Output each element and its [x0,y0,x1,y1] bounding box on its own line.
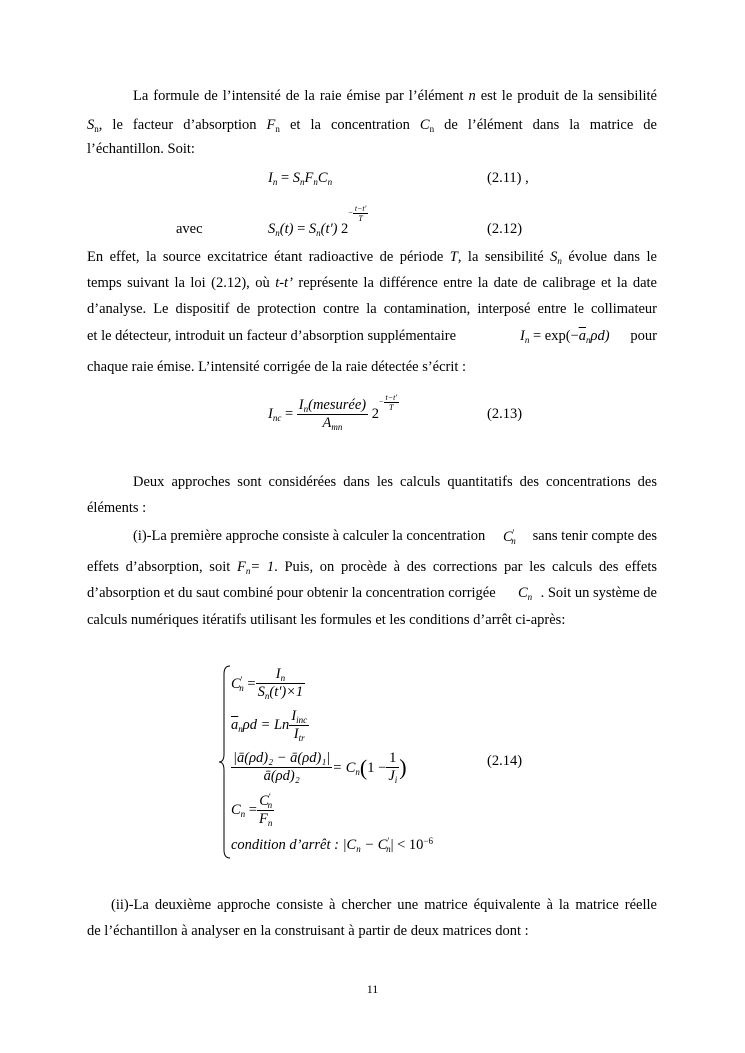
equation-number: (2.11) , [487,170,529,186]
avec-label: avec [176,221,203,237]
equation-row: $C_n$ = $\frac{C'_n}{F_n}$ [231,792,273,828]
page-number: 11 [366,982,379,996]
paragraph-line: calculs numériques itératifs utilisant les formules et les conditions d’arrêt ci-après: [87,612,566,628]
equation-row: $\overline{a}_n\rho d = Ln$ $\frac{I_{inc}}{I_{tr}}$ [231,708,308,743]
equation-2-11: $I_n = S_nF_nC_n$ [268,170,333,187]
paragraph-line: éléments : [87,500,147,516]
equation-row: condition d’arrêt : $|C_n - C'_n| < 10^{-6}$ [231,836,433,854]
paragraph-line: En effet, la source excitatrice étant radioactive de période T, la sensibilité $S_n$ évolue dans le [87,249,657,266]
equation-number: (2.14) [487,753,523,769]
paragraph-line: de l’échantillon à analyser en la construisant à partir de deux matrices dont : [87,923,529,939]
paragraph-line: (ii)-La deuxième approche consiste à chercher une matrice équivalente à la matrice réelle [111,897,657,913]
equation-2-12: $S_n(t) = S_n(t')$ 2− $\frac{t-t'}{T}$ [268,204,367,238]
paragraph-line: l’échantillon. Soit: [87,141,195,157]
paragraph-line: temps suivant la loi (2.12), où t-t’ représente la différence entre la date de calibrage et la date [87,275,657,291]
paragraph-line: d’analyse. Le dispositif de protection contre la contamination, interposé entre le collimateur [87,301,657,317]
equation-number: (2.13) [487,406,523,422]
equation-number: (2.12) [487,221,523,237]
paragraph-line: chaque raie émise. L’intensité corrigée de la raie détectée s’écrit : [87,359,467,375]
left-brace [218,664,232,860]
equation-2-13: $I_{nc}$ = $\frac{I_n(mesurée)}{A_{mn}}$ 2− $\frac{t-t'}{T}$ [268,393,398,432]
equation-row: $\frac{\text{|ā(ρd)₂ − ā(ρd)₁|}}{\text{ā(ρd)₂}}$ = $C_n(1$ − $\frac{1}{J_i}$ ) [233,750,407,785]
paragraph-line: La formule de l’intensité de la raie émise par l’élément n est le produit de la sensibilité [133,88,657,104]
paragraph-line: effets d’absorption, soit $F_n= 1$. Puis, on procède à des corrections par les calculs des effets [87,559,657,576]
paragraph-line: Deux approches sont considérées dans les calculs quantitatifs des concentrations des [133,474,657,490]
paragraph-line: $S_n$, le facteur d’absorption $F_n$ et la concentration $C_n$ de l’élément dans la matrice de [87,117,657,134]
equation-system-2-14 [218,664,458,860]
equation-row: $C'_n$ = $\frac{I_n}{S_n(t')\times 1}$ [231,666,304,701]
